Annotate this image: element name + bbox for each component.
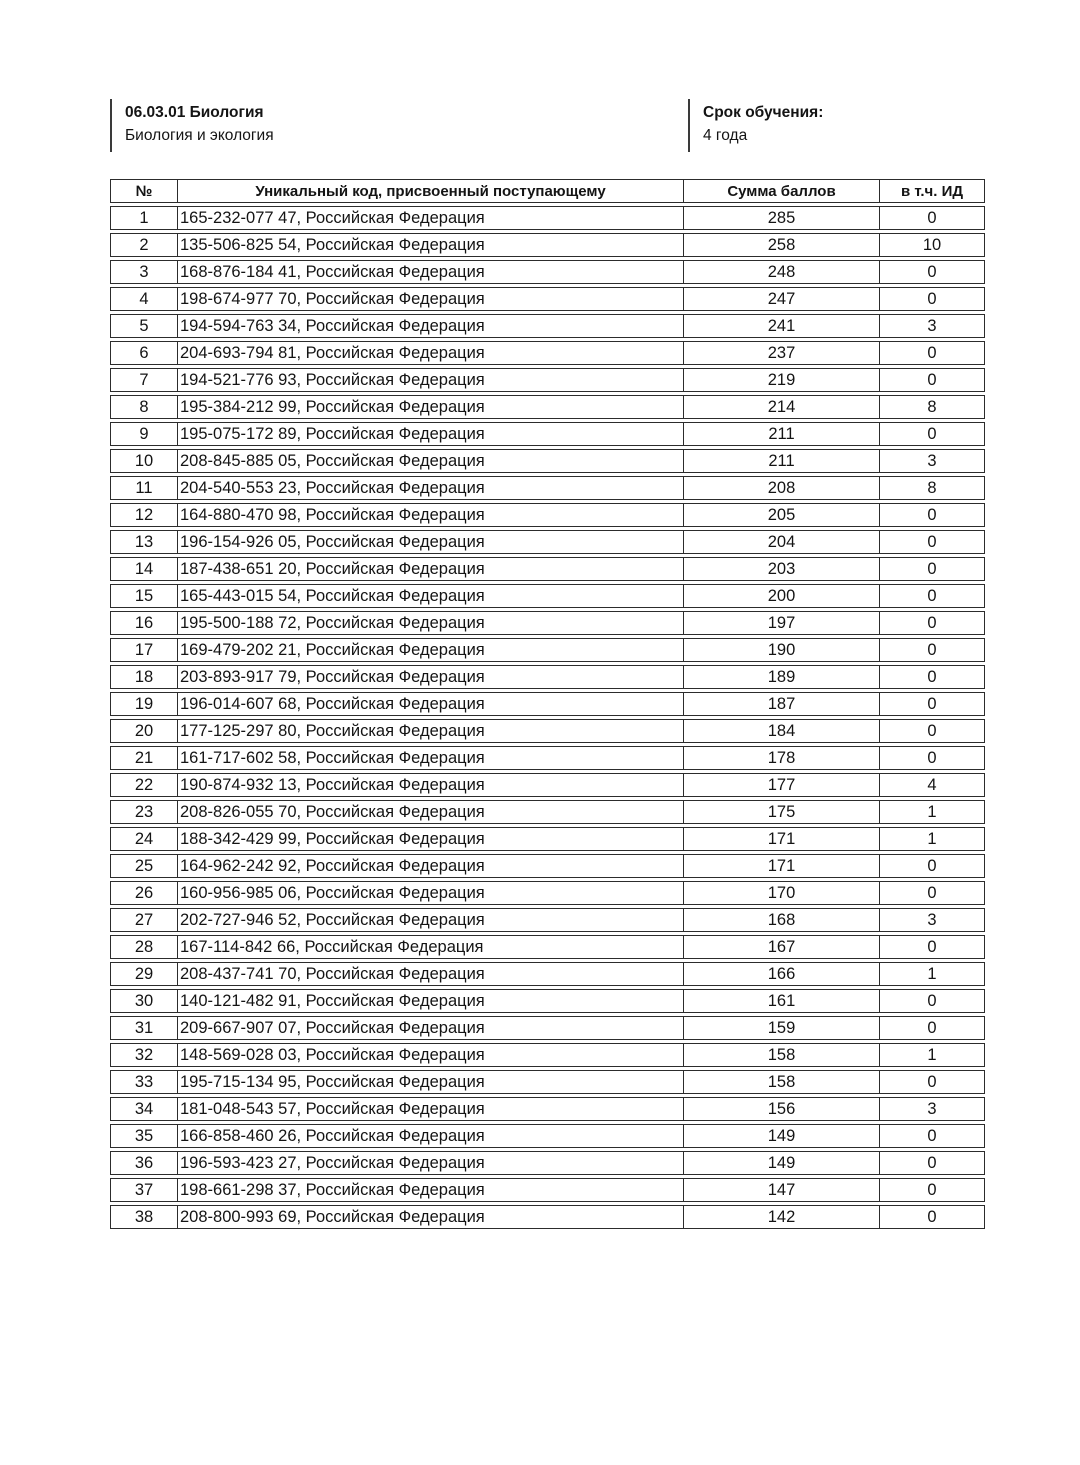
score-sum-value: 178 [684, 746, 880, 770]
table-row [110, 395, 985, 419]
applicant-code: 196-014-607 68, Российская Федерация [178, 692, 684, 716]
id-points-value: 0 [880, 665, 985, 689]
row-number: 14 [110, 557, 178, 581]
applicant-code: 195-715-134 95, Российская Федерация [178, 1070, 684, 1094]
applicant-code: 208-800-993 69, Российская Федерация [178, 1205, 684, 1229]
row-number: 3 [110, 260, 178, 284]
id-points-value: 0 [880, 1205, 985, 1229]
applicant-code: 140-121-482 91, Российская Федерация [178, 989, 684, 1013]
row-number: 25 [110, 854, 178, 878]
score-sum-value: 197 [684, 611, 880, 635]
row-number: 32 [110, 1043, 178, 1067]
score-sum-value: 187 [684, 692, 880, 716]
table-row [110, 1151, 985, 1175]
table-row [110, 1205, 985, 1229]
score-sum-value: 161 [684, 989, 880, 1013]
score-sum-value: 214 [684, 395, 880, 419]
applicant-code: 194-594-763 34, Российская Федерация [178, 314, 684, 338]
score-sum-value: 189 [684, 665, 880, 689]
table-row [110, 827, 985, 851]
row-number: 6 [110, 341, 178, 365]
column-header-score-sum: Сумма баллов [684, 179, 880, 203]
column-header-id-points: в т.ч. ИД [880, 179, 985, 203]
row-number: 16 [110, 611, 178, 635]
id-points-value: 1 [880, 827, 985, 851]
id-points-value: 3 [880, 1097, 985, 1121]
id-points-value: 4 [880, 773, 985, 797]
row-number: 28 [110, 935, 178, 959]
table-row [110, 584, 985, 608]
id-points-value: 0 [880, 1070, 985, 1094]
applicant-code: 195-075-172 89, Российская Федерация [178, 422, 684, 446]
score-sum-value: 142 [684, 1205, 880, 1229]
table-row [110, 935, 985, 959]
row-number: 34 [110, 1097, 178, 1121]
row-number: 5 [110, 314, 178, 338]
id-points-value: 0 [880, 881, 985, 905]
table-row [110, 719, 985, 743]
row-number: 19 [110, 692, 178, 716]
applicant-code: 135-506-825 54, Российская Федерация [178, 233, 684, 257]
score-sum-value: 285 [684, 206, 880, 230]
applicant-code: 164-962-242 92, Российская Федерация [178, 854, 684, 878]
applicant-code: 195-500-188 72, Российская Федерация [178, 611, 684, 635]
applicant-code: 198-674-977 70, Российская Федерация [178, 287, 684, 311]
row-number: 9 [110, 422, 178, 446]
score-sum-value: 159 [684, 1016, 880, 1040]
table-row [110, 233, 985, 257]
row-number: 38 [110, 1205, 178, 1229]
id-points-value: 0 [880, 1124, 985, 1148]
score-sum-value: 158 [684, 1070, 880, 1094]
applicant-code: 203-893-917 79, Российская Федерация [178, 665, 684, 689]
duration-header-block [688, 99, 823, 152]
row-number: 22 [110, 773, 178, 797]
applicant-code: 204-693-794 81, Российская Федерация [178, 341, 684, 365]
row-number: 23 [110, 800, 178, 824]
program-header-block [110, 99, 274, 152]
row-number: 13 [110, 530, 178, 554]
score-sum-value: 149 [684, 1151, 880, 1175]
duration-label: Срок обучения: [703, 104, 824, 121]
id-points-value: 0 [880, 260, 985, 284]
id-points-value: 0 [880, 638, 985, 662]
column-header-number: № [110, 179, 178, 203]
applicant-code: 188-342-429 99, Российская Федерация [178, 827, 684, 851]
id-points-value: 0 [880, 935, 985, 959]
row-number: 33 [110, 1070, 178, 1094]
table-row [110, 746, 985, 770]
table-row [110, 611, 985, 635]
score-sum-value: 149 [684, 1124, 880, 1148]
applicant-code: 164-880-470 98, Российская Федерация [178, 503, 684, 527]
applicant-code: 166-858-460 26, Российская Федерация [178, 1124, 684, 1148]
applicants-ranking-table [110, 176, 985, 1232]
id-points-value: 0 [880, 719, 985, 743]
score-sum-value: 175 [684, 800, 880, 824]
score-sum-value: 208 [684, 476, 880, 500]
table-row [110, 908, 985, 932]
id-points-value: 0 [880, 746, 985, 770]
table-row [110, 1043, 985, 1067]
row-number: 2 [110, 233, 178, 257]
applicant-code: 161-717-602 58, Российская Федерация [178, 746, 684, 770]
score-sum-value: 147 [684, 1178, 880, 1202]
score-sum-value: 177 [684, 773, 880, 797]
row-number: 24 [110, 827, 178, 851]
table-row [110, 989, 985, 1013]
table-row [110, 1124, 985, 1148]
id-points-value: 0 [880, 206, 985, 230]
table-row [110, 503, 985, 527]
row-number: 30 [110, 989, 178, 1013]
score-sum-value: 200 [684, 584, 880, 608]
table-row [110, 206, 985, 230]
applicant-code: 204-540-553 23, Российская Федерация [178, 476, 684, 500]
id-points-value: 3 [880, 908, 985, 932]
table-row [110, 1178, 985, 1202]
row-number: 36 [110, 1151, 178, 1175]
row-number: 10 [110, 449, 178, 473]
score-sum-value: 168 [684, 908, 880, 932]
table-row [110, 314, 985, 338]
row-number: 1 [110, 206, 178, 230]
applicant-code: 190-874-932 13, Российская Федерация [178, 773, 684, 797]
score-sum-value: 211 [684, 422, 880, 446]
applicant-code: 168-876-184 41, Российская Федерация [178, 260, 684, 284]
applicant-code: 165-443-015 54, Российская Федерация [178, 584, 684, 608]
row-number: 37 [110, 1178, 178, 1202]
table-body [110, 206, 985, 1229]
duration-value: 4 года [703, 127, 748, 144]
score-sum-value: 171 [684, 854, 880, 878]
table-row [110, 368, 985, 392]
applicant-code: 202-727-946 52, Российская Федерация [178, 908, 684, 932]
table-row [110, 854, 985, 878]
applicant-code: 196-154-926 05, Российская Федерация [178, 530, 684, 554]
score-sum-value: 237 [684, 341, 880, 365]
score-sum-value: 219 [684, 368, 880, 392]
id-points-value: 3 [880, 449, 985, 473]
applicant-code: 187-438-651 20, Российская Федерация [178, 557, 684, 581]
id-points-value: 1 [880, 962, 985, 986]
score-sum-value: 166 [684, 962, 880, 986]
applicant-code: 198-661-298 37, Российская Федерация [178, 1178, 684, 1202]
applicant-code: 194-521-776 93, Российская Федерация [178, 368, 684, 392]
score-sum-value: 190 [684, 638, 880, 662]
applicant-code: 209-667-907 07, Российская Федерация [178, 1016, 684, 1040]
score-sum-value: 171 [684, 827, 880, 851]
table-row [110, 557, 985, 581]
row-number: 12 [110, 503, 178, 527]
id-points-value: 0 [880, 611, 985, 635]
row-number: 4 [110, 287, 178, 311]
applicant-code: 167-114-842 66, Российская Федерация [178, 935, 684, 959]
table-row [110, 341, 985, 365]
row-number: 15 [110, 584, 178, 608]
score-sum-value: 156 [684, 1097, 880, 1121]
table-row [110, 800, 985, 824]
id-points-value: 10 [880, 233, 985, 257]
row-number: 29 [110, 962, 178, 986]
score-sum-value: 170 [684, 881, 880, 905]
table-row [110, 881, 985, 905]
applicant-code: 169-479-202 21, Российская Федерация [178, 638, 684, 662]
id-points-value: 0 [880, 422, 985, 446]
program-code-title: 06.03.01 Биология [125, 104, 264, 121]
id-points-value: 0 [880, 503, 985, 527]
id-points-value: 0 [880, 287, 985, 311]
table-row [110, 1070, 985, 1094]
applicant-code: 208-826-055 70, Российская Федерация [178, 800, 684, 824]
row-number: 8 [110, 395, 178, 419]
row-number: 17 [110, 638, 178, 662]
score-sum-value: 248 [684, 260, 880, 284]
applicant-code: 181-048-543 57, Российская Федерация [178, 1097, 684, 1121]
id-points-value: 0 [880, 341, 985, 365]
score-sum-value: 167 [684, 935, 880, 959]
table-row [110, 773, 985, 797]
score-sum-value: 204 [684, 530, 880, 554]
id-points-value: 0 [880, 989, 985, 1013]
applicant-code: 165-232-077 47, Российская Федерация [178, 206, 684, 230]
table-row [110, 1097, 985, 1121]
applicant-code: 196-593-423 27, Российская Федерация [178, 1151, 684, 1175]
id-points-value: 3 [880, 314, 985, 338]
applicant-code: 208-845-885 05, Российская Федерация [178, 449, 684, 473]
id-points-value: 1 [880, 800, 985, 824]
id-points-value: 0 [880, 557, 985, 581]
table-row [110, 665, 985, 689]
row-number: 26 [110, 881, 178, 905]
table-row [110, 962, 985, 986]
row-number: 18 [110, 665, 178, 689]
applicant-code: 177-125-297 80, Российская Федерация [178, 719, 684, 743]
table-row [110, 692, 985, 716]
row-number: 7 [110, 368, 178, 392]
table-row [110, 530, 985, 554]
id-points-value: 0 [880, 584, 985, 608]
id-points-value: 0 [880, 1178, 985, 1202]
column-header-applicant-code: Уникальный код, присвоенный поступающему [178, 179, 684, 203]
id-points-value: 0 [880, 1151, 985, 1175]
score-sum-value: 258 [684, 233, 880, 257]
table-row [110, 1016, 985, 1040]
applicant-code: 195-384-212 99, Российская Федерация [178, 395, 684, 419]
score-sum-value: 247 [684, 287, 880, 311]
score-sum-value: 241 [684, 314, 880, 338]
id-points-value: 1 [880, 1043, 985, 1067]
id-points-value: 8 [880, 476, 985, 500]
score-sum-value: 184 [684, 719, 880, 743]
table-row [110, 476, 985, 500]
row-number: 11 [110, 476, 178, 500]
table-row [110, 449, 985, 473]
id-points-value: 0 [880, 1016, 985, 1040]
score-sum-value: 203 [684, 557, 880, 581]
id-points-value: 0 [880, 368, 985, 392]
id-points-value: 0 [880, 692, 985, 716]
table-row [110, 638, 985, 662]
score-sum-value: 205 [684, 503, 880, 527]
applicant-code: 208-437-741 70, Российская Федерация [178, 962, 684, 986]
row-number: 20 [110, 719, 178, 743]
table-header-row [110, 179, 985, 203]
row-number: 21 [110, 746, 178, 770]
table-row [110, 260, 985, 284]
row-number: 35 [110, 1124, 178, 1148]
score-sum-value: 211 [684, 449, 880, 473]
id-points-value: 0 [880, 530, 985, 554]
id-points-value: 8 [880, 395, 985, 419]
applicant-code: 148-569-028 03, Российская Федерация [178, 1043, 684, 1067]
id-points-value: 0 [880, 854, 985, 878]
score-sum-value: 158 [684, 1043, 880, 1067]
table-row [110, 287, 985, 311]
table-row [110, 422, 985, 446]
applicant-code: 160-956-985 06, Российская Федерация [178, 881, 684, 905]
row-number: 27 [110, 908, 178, 932]
row-number: 31 [110, 1016, 178, 1040]
program-subtitle: Биология и экология [125, 127, 274, 144]
